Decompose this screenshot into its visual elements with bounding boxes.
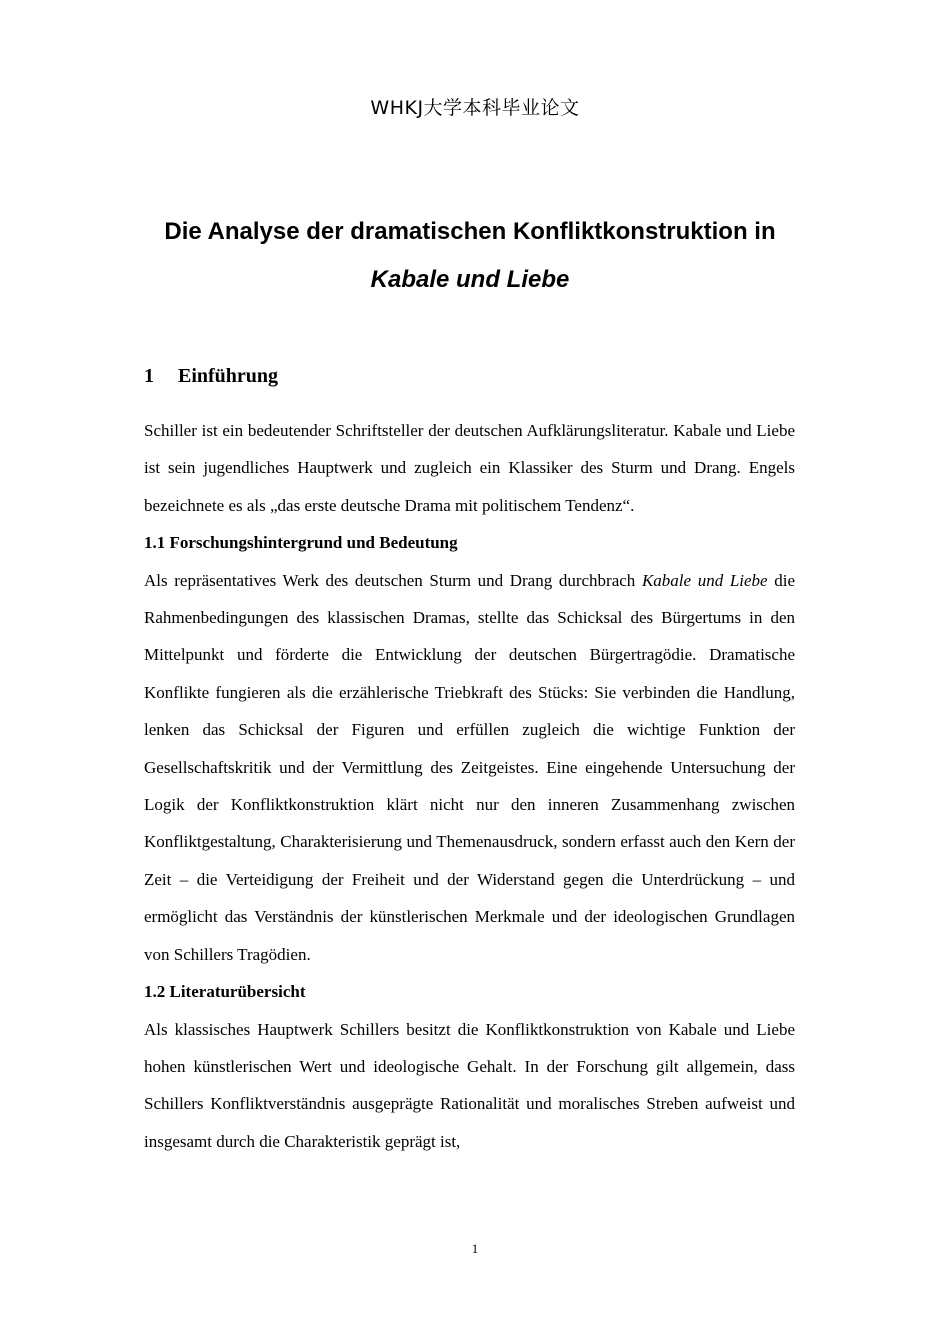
background-paragraph bbox=[144, 562, 795, 973]
background-body-text: die Rahmenbedingungen des klassischen Dramas, stellte das Schicksal des Bürgertums in den Mittelpunkt und förderte die Entwicklung der deutschen Bürgertragödie. Dramatische Konflikte fungieren als die erzählerische Triebkraft des Stücks: Sie verbinden die Handlung, lenken das Schicksal der Figuren und erfüllen zugleich die wichtige Funktion der Gesellschaftskritik und der Vermittlung des Zeitgeistes. Eine eingehende Untersuchung der Logik der Konfliktkonstruktion klärt nicht nur den inneren Zusammenhang zwischen Konfliktgestaltung, Charakterisierung und Themenausdruck, sondern erfasst auch den Kern der Zeit – die Verteidigung der Freiheit und der Widerstand gegen die Unterdrückung – und ermöglicht das Verständnis der künstlerischen Merkmale und der ideologischen Grundlagen von Schillers Tragödien. bbox=[144, 570, 795, 964]
section-heading-1 bbox=[144, 358, 795, 394]
main-content bbox=[144, 358, 795, 1160]
title-line-1: Die Analyse der dramatischen Konfliktkonstruktion in bbox=[164, 218, 776, 245]
title-line-2: Kabale und Liebe bbox=[370, 266, 570, 293]
section-title: Einführung bbox=[178, 365, 279, 387]
document-title bbox=[144, 208, 796, 304]
page-number: 1 bbox=[471, 1241, 479, 1256]
subsection-heading-1-2: 1.2 Literaturübersicht bbox=[144, 982, 306, 1002]
subsection-heading-1-1: 1.1 Forschungshintergrund und Bedeutung bbox=[144, 533, 458, 553]
literature-paragraph: Als klassisches Hauptwerk Schillers besitzt die Konfliktkonstruktion von Kabale und Liebe hohen künstlerischen Wert und ideologische Gehalt. In der Forschung gilt allgemein, dass Schillers Konfliktverständnis ausgeprägte Rationalität und moralisches Streben aufweist und insgesamt durch die Charakteristik geprägt ist, bbox=[144, 1019, 795, 1151]
running-header: WHKJ大学本科毕业论文 bbox=[370, 97, 580, 119]
background-intro-text: Als repräsentatives Werk des deutschen Sturm und Drang durchbrach bbox=[144, 570, 642, 590]
section-number: 1 bbox=[144, 365, 154, 387]
intro-paragraph: Schiller ist ein bedeutender Schriftsteller der deutschen Aufklärungsliteratur. Kabale und Liebe ist sein jugendliches Hauptwerk und zugleich ein Klassiker des Sturm und Drang. Engels bezeichnete es als „das erste deutsche Drama mit politischem Tendenz“. bbox=[144, 421, 795, 515]
work-title-italic: Kabale und Liebe bbox=[641, 570, 768, 590]
